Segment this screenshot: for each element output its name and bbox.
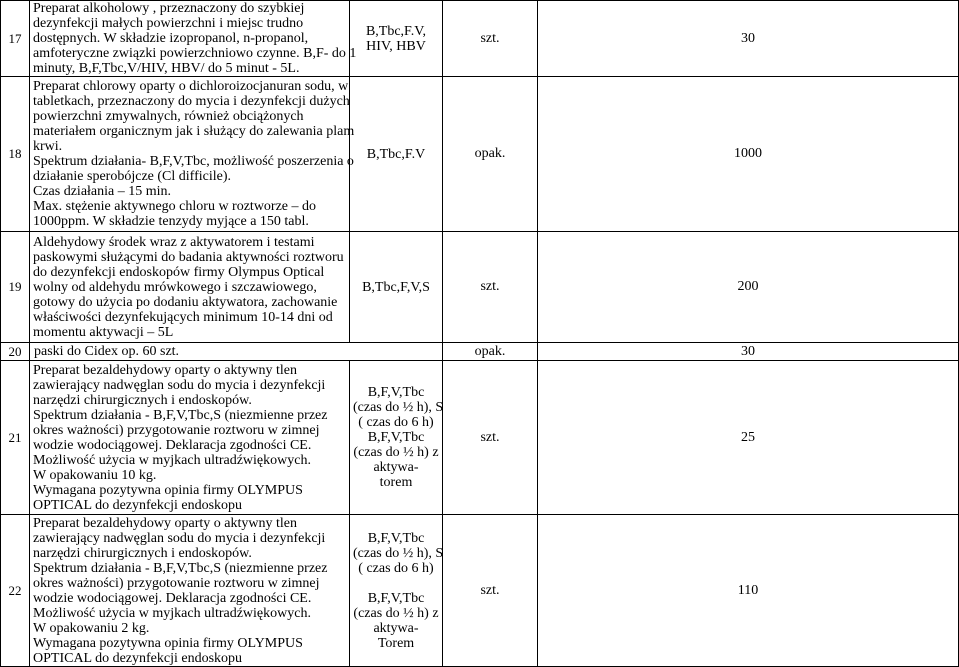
activity-spectrum <box>350 232 443 343</box>
quantity-cell: 110 <box>538 515 959 667</box>
description-line: OPTICAL do dezynfekcji endoskopu <box>33 497 243 513</box>
product-description <box>30 361 350 515</box>
table-row <box>1 232 959 343</box>
activity-line: B,F,V,Tbc <box>367 385 425 400</box>
product-description <box>30 1 357 77</box>
description-line: Preparat bezaldehydowy oparty o aktywny tlen <box>33 362 297 378</box>
unit-cell: szt. <box>443 1 538 77</box>
description-line: do dezynfekcji endoskopów firmy Olympus Optical <box>33 264 325 280</box>
description-line: Spektrum działania - B,F,V,Tbc,S (niezmienne przez <box>33 560 328 576</box>
table-row <box>1 343 959 361</box>
activity-line: B,F,V,Tbc <box>367 430 425 445</box>
row-number: 19 <box>1 232 30 343</box>
activity-line: B,Tbc,F.V <box>366 146 426 162</box>
unit-cell: szt. <box>443 515 538 667</box>
description-line: minuty, B,F,Tbc,V/HIV, HBV/ do 5 minut - 5L. <box>33 61 300 76</box>
activity-line: Torem <box>377 635 415 651</box>
activity-spectrum <box>350 515 443 667</box>
description-line: paskowymi służącymi do badania aktywności roztworu <box>33 249 344 265</box>
description-line: wodzie wodociągowej. Deklaracja zgodności CE. <box>33 590 312 606</box>
description-line: amfoteryczne związki powierzchniowo czynne. B,F- do 1 <box>33 46 357 61</box>
row-number: 20 <box>1 343 30 361</box>
quantity-cell: 30 <box>538 1 959 77</box>
table-row <box>1 77 959 232</box>
activity-line: (czas do ½ h) z <box>353 605 439 621</box>
quantity-cell: 25 <box>538 361 959 515</box>
product-description <box>30 77 355 232</box>
activity-spectrum <box>350 77 443 232</box>
row-number: 18 <box>1 77 30 232</box>
activity-line <box>353 576 439 591</box>
product-description: paski do Cidex op. 60 szt. <box>30 343 443 361</box>
activity-line: B,F,V,Tbc <box>367 530 425 546</box>
activity-line: ( czas do 6 h) <box>358 560 434 576</box>
activity-line: B,Tbc,F,V,S <box>362 279 430 295</box>
activity-line: aktywa- <box>373 620 419 636</box>
activity-line: ( czas do 6 h) <box>358 415 434 430</box>
description-line: zawierający nadwęglan sodu do mycia i dezynfekcji <box>33 377 326 393</box>
description-line: OPTICAL do dezynfekcji endoskopu <box>33 650 243 666</box>
description-line: Preparat chlorowy oparty o dichloroizocjanuran sodu, w <box>33 79 349 94</box>
description-line: wolny od aldehydu mrówkowego i szczawiowego, <box>33 279 317 295</box>
quantity-cell: 1000 <box>538 77 959 232</box>
table-row <box>1 1 959 77</box>
description-line: tabletkach, przeznaczony do mycia i dezynfekcji dużych <box>33 94 350 109</box>
description-line: narzędzi chirurgicznych i endoskopów. <box>33 392 252 408</box>
description-line: Wymagana pozytywna opinia firmy OLYMPUS <box>33 482 303 498</box>
description-line: powierzchni zmywalnych, również obciążonych <box>33 109 304 124</box>
description-line: zawierający nadwęglan sodu do mycia i dezynfekcji <box>33 530 326 546</box>
unit-cell: szt. <box>443 232 538 343</box>
description-line: wodzie wodociągowej. Deklaracja zgodności CE. <box>33 437 312 453</box>
activity-spectrum <box>350 361 443 515</box>
row-number: 22 <box>1 515 30 667</box>
activity-spectrum <box>350 1 443 77</box>
quantity-cell: 30 <box>538 343 959 361</box>
description-line: narzędzi chirurgicznych i endoskopów. <box>33 545 252 561</box>
description-line: Preparat alkoholowy , przeznaczony do szybkiej <box>33 1 305 16</box>
description-line: Możliwość użycia w myjkach ultradźwiękowych. <box>33 605 311 621</box>
description-line: okres ważności) przygotowanie roztworu w zimnej <box>33 575 320 591</box>
activity-line: B,F,V,Tbc <box>367 590 425 606</box>
description-line: Spektrum działania - B,F,V,Tbc,S (niezmienne przez <box>33 407 328 423</box>
description-line: gotowy do użycia po dodaniu aktywatora, zachowanie <box>33 294 338 310</box>
description-line: Wymagana pozytywna opinia firmy OLYMPUS <box>33 635 303 651</box>
description-line: W opakowaniu 2 kg. <box>33 620 150 636</box>
activity-line: (czas do ½ h), S <box>353 400 444 415</box>
row-number: 21 <box>1 361 30 515</box>
description-line: Max. stężenie aktywnego chloru w roztworze – do <box>33 199 317 214</box>
description-line: 1000ppm. W składzie tenzydy myjące a 150 tabl. <box>33 214 309 229</box>
description-line: działanie sperobójcze (Cl difficile). <box>33 169 231 184</box>
activity-line: HIV, HBV <box>366 38 426 54</box>
activity-line: B,Tbc,F.V, <box>365 23 427 39</box>
description-line: W opakowaniu 10 kg. <box>33 467 157 483</box>
activity-line: (czas do ½ h) z <box>353 445 439 460</box>
description-line: Czas działania – 15 min. <box>33 184 172 199</box>
product-description <box>30 515 350 667</box>
unit-cell: opak. <box>443 77 538 232</box>
description-line: Preparat bezaldehydowy oparty o aktywny tlen <box>33 515 297 531</box>
description-line: Możliwość użycia w myjkach ultradźwiękowych. <box>33 452 311 468</box>
product-description <box>30 232 350 343</box>
unit-cell: opak. <box>443 343 538 361</box>
unit-cell: szt. <box>443 361 538 515</box>
description-line: krwi. <box>33 139 63 154</box>
description-line: momentu aktywacji – 5L <box>33 324 174 340</box>
table-row <box>1 361 959 515</box>
description-line: materiałem organicznym jak i służący do zalewania plam <box>33 124 355 139</box>
description-line: dostępnych. W składzie izopropanol, n-propanol, <box>33 31 309 46</box>
description-line: Spektrum działania- B,F,V,Tbc, możliwość poszerzenia o <box>33 154 354 169</box>
table-row <box>1 515 959 667</box>
quantity-cell: 200 <box>538 232 959 343</box>
activity-line: torem <box>379 475 413 490</box>
activity-line: (czas do ½ h), S <box>353 545 444 561</box>
description-line: Aldehydowy środek wraz z aktywatorem i testami <box>33 234 315 250</box>
description-line: okres ważności) przygotowanie roztworu w zimnej <box>33 422 320 438</box>
description-line: właściwości dezynfekujących minimum 10-14 dni od <box>33 309 333 325</box>
row-number: 17 <box>1 1 30 77</box>
description-line: dezynfekcji małych powierzchni i miejsc trudno <box>33 16 304 31</box>
activity-line: aktywa- <box>373 460 419 475</box>
